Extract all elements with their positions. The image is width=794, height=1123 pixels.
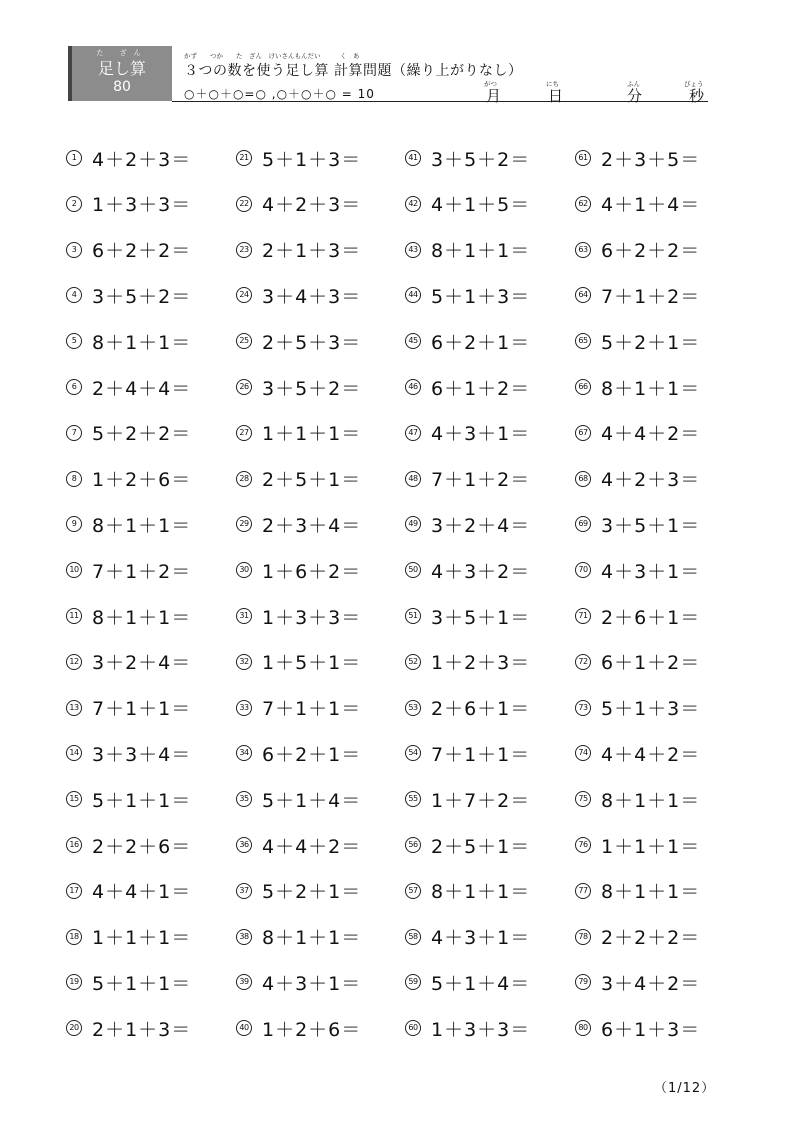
problem-number: 30: [236, 562, 252, 578]
problem-number: 25: [236, 333, 252, 349]
second-label: 秒: [689, 87, 705, 105]
problem-expression: 4＋3＋1＝: [262, 972, 362, 995]
problem-item: [575, 376, 700, 398]
problem-item: [405, 147, 530, 169]
problem-expression: 6＋1＋3＝: [601, 1018, 701, 1041]
problem-expression: 4＋3＋1＝: [601, 560, 701, 583]
problem-expression: 3＋4＋3＝: [262, 285, 362, 308]
problem-item: [575, 422, 700, 444]
problem-number: 16: [66, 837, 82, 853]
problem-number: 29: [236, 516, 252, 532]
page-number: （1/12）: [654, 1081, 716, 1096]
problem-expression: 4＋4＋1＝: [92, 881, 192, 904]
problem-item: [66, 468, 191, 490]
problem-number: 79: [575, 974, 591, 990]
problem-number: 45: [405, 333, 421, 349]
problem-expression: 5＋1＋3＝: [262, 148, 362, 171]
problem-expression: 3＋5＋1＝: [431, 606, 531, 629]
day-ruby: にち: [546, 80, 559, 88]
problem-expression: 1＋1＋1＝: [262, 423, 362, 446]
problem-number: 75: [575, 791, 591, 807]
problem-expression: 5＋2＋1＝: [262, 881, 362, 904]
problem-number: 58: [405, 929, 421, 945]
problem-expression: 3＋5＋2＝: [262, 377, 362, 400]
problem-item: [236, 742, 361, 764]
problem-expression: 4＋1＋4＝: [601, 194, 701, 217]
problem-item: [236, 193, 361, 215]
problem-item: [575, 880, 700, 902]
problem-expression: 6＋2＋2＝: [92, 240, 192, 263]
problem-expression: 5＋1＋1＝: [92, 972, 192, 995]
problem-item: [66, 651, 191, 673]
problem-item: [575, 788, 700, 810]
problem-number: 3: [66, 242, 82, 258]
problem-item: [66, 284, 191, 306]
problem-number: 33: [236, 700, 252, 716]
problem-expression: 8＋1＋1＝: [92, 606, 192, 629]
problem-item: [236, 513, 361, 535]
problem-number: 41: [405, 150, 421, 166]
problem-expression: 4＋2＋3＝: [92, 148, 192, 171]
problem-number: 64: [575, 287, 591, 303]
problem-number: 50: [405, 562, 421, 578]
problem-expression: 4＋4＋2＝: [601, 423, 701, 446]
problem-item: [236, 1017, 361, 1039]
problem-item: [236, 605, 361, 627]
problem-expression: 6＋2＋1＝: [431, 331, 531, 354]
problem-item: [236, 147, 361, 169]
problem-expression: 1＋3＋3＝: [262, 606, 362, 629]
problem-number: 19: [66, 974, 82, 990]
problem-number: 72: [575, 654, 591, 670]
problem-number: 10: [66, 562, 82, 578]
problem-expression: 6＋2＋1＝: [262, 743, 362, 766]
problem-expression: 1＋3＋3＝: [431, 1018, 531, 1041]
problem-number: 34: [236, 745, 252, 761]
problem-item: [575, 330, 700, 352]
problem-item: [66, 605, 191, 627]
problem-item: [66, 788, 191, 810]
month-ruby: がつ: [484, 80, 497, 88]
problem-item: [236, 559, 361, 581]
problem-expression: 3＋2＋4＝: [431, 514, 531, 537]
problem-item: [405, 422, 530, 444]
problem-item: [405, 468, 530, 490]
problem-item: [405, 971, 530, 993]
problem-expression: 3＋2＋4＝: [92, 652, 192, 675]
problem-number: 66: [575, 379, 591, 395]
problem-expression: 2＋6＋1＝: [601, 606, 701, 629]
problem-expression: 1＋5＋1＝: [262, 652, 362, 675]
problem-expression: 2＋1＋3＝: [92, 1018, 192, 1041]
problem-number: 51: [405, 608, 421, 624]
problem-number: 14: [66, 745, 82, 761]
problem-expression: 2＋1＋3＝: [262, 240, 362, 263]
problem-expression: 8＋1＋1＝: [431, 881, 531, 904]
problem-number: 4: [66, 287, 82, 303]
problem-item: [236, 422, 361, 444]
problem-number: 42: [405, 196, 421, 212]
problem-number: 57: [405, 883, 421, 899]
problem-number: 18: [66, 929, 82, 945]
second-ruby: びょう: [684, 80, 704, 88]
problem-number: 23: [236, 242, 252, 258]
problem-expression: 2＋6＋1＝: [431, 698, 531, 721]
problem-item: [575, 742, 700, 764]
problem-expression: 2＋2＋6＝: [92, 835, 192, 858]
problem-item: [575, 926, 700, 948]
problem-item: [575, 468, 700, 490]
problem-expression: 5＋1＋4＝: [431, 972, 531, 995]
problem-item: [405, 513, 530, 535]
problem-number: 80: [575, 1020, 591, 1036]
problem-item: [66, 193, 191, 215]
problem-number: 1: [66, 150, 82, 166]
problem-number: 60: [405, 1020, 421, 1036]
problem-expression: 7＋1＋2＝: [431, 469, 531, 492]
problem-number: 39: [236, 974, 252, 990]
problem-expression: 4＋4＋2＝: [601, 743, 701, 766]
problem-item: [66, 697, 191, 719]
problem-item: [236, 971, 361, 993]
problem-number: 8: [66, 471, 82, 487]
problem-item: [405, 239, 530, 261]
problem-item: [66, 880, 191, 902]
problem-number: 40: [236, 1020, 252, 1036]
problem-number: 74: [575, 745, 591, 761]
problem-expression: 7＋1＋2＝: [601, 285, 701, 308]
problem-item: [66, 147, 191, 169]
problem-expression: 5＋1＋3＝: [601, 698, 701, 721]
problem-number: 73: [575, 700, 591, 716]
problem-number: 77: [575, 883, 591, 899]
problem-expression: 2＋5＋1＝: [262, 469, 362, 492]
problem-item: [405, 788, 530, 810]
problem-item: [236, 697, 361, 719]
problem-number: 52: [405, 654, 421, 670]
problem-number: 22: [236, 196, 252, 212]
problem-expression: 4＋2＋3＝: [262, 194, 362, 217]
problem-item: [405, 651, 530, 673]
problem-expression: 2＋4＋4＝: [92, 377, 192, 400]
page-subtitle: ○＋○＋○=○ ,○＋○＋○ = 10: [184, 87, 375, 101]
problem-expression: 7＋1＋1＝: [92, 698, 192, 721]
problem-expression: 1＋3＋3＝: [92, 194, 192, 217]
problem-number: 9: [66, 516, 82, 532]
badge-ruby: た ざん: [96, 49, 148, 57]
problem-item: [236, 926, 361, 948]
problem-number: 47: [405, 425, 421, 441]
problem-item: [405, 697, 530, 719]
problem-number: 65: [575, 333, 591, 349]
problem-expression: 5＋1＋1＝: [92, 789, 192, 812]
problem-item: [575, 239, 700, 261]
problem-expression: 1＋2＋3＝: [431, 652, 531, 675]
problem-number: 7: [66, 425, 82, 441]
problem-item: [66, 971, 191, 993]
problem-number: 28: [236, 471, 252, 487]
problem-number: 24: [236, 287, 252, 303]
problem-expression: 8＋1＋1＝: [431, 240, 531, 263]
problem-item: [66, 834, 191, 856]
problem-item: [236, 330, 361, 352]
problem-item: [575, 147, 700, 169]
problem-number: 17: [66, 883, 82, 899]
problem-number: 59: [405, 974, 421, 990]
problem-expression: 8＋1＋1＝: [262, 927, 362, 950]
problem-number: 54: [405, 745, 421, 761]
problem-expression: 1＋7＋2＝: [431, 789, 531, 812]
problem-expression: 1＋1＋1＝: [92, 927, 192, 950]
problem-item: [575, 834, 700, 856]
problem-expression: 2＋3＋5＝: [601, 148, 701, 171]
problem-number: 35: [236, 791, 252, 807]
problem-number: 68: [575, 471, 591, 487]
problem-item: [405, 330, 530, 352]
problem-item: [575, 651, 700, 673]
problem-number: 13: [66, 700, 82, 716]
problem-expression: 5＋1＋4＝: [262, 789, 362, 812]
problem-number: 26: [236, 379, 252, 395]
problem-expression: 4＋3＋1＝: [431, 423, 531, 446]
problem-item: [405, 605, 530, 627]
problem-number: 11: [66, 608, 82, 624]
problem-number: 76: [575, 837, 591, 853]
problem-expression: 4＋1＋5＝: [431, 194, 531, 217]
problem-number: 48: [405, 471, 421, 487]
problem-number: 2: [66, 196, 82, 212]
problem-item: [66, 742, 191, 764]
problem-item: [66, 559, 191, 581]
problem-item: [405, 193, 530, 215]
problem-number: 5: [66, 333, 82, 349]
problem-expression: 4＋3＋1＝: [431, 927, 531, 950]
problem-item: [66, 239, 191, 261]
problem-expression: 2＋5＋3＝: [262, 331, 362, 354]
problem-expression: 7＋1＋1＝: [431, 743, 531, 766]
problem-expression: 8＋1＋1＝: [601, 789, 701, 812]
problem-item: [575, 513, 700, 535]
problem-number: 27: [236, 425, 252, 441]
problem-item: [575, 193, 700, 215]
problem-number: 55: [405, 791, 421, 807]
problem-item: [575, 1017, 700, 1039]
problem-expression: 8＋1＋1＝: [92, 331, 192, 354]
title-ruby: かず つか た ざん けいさんもんだい く あ: [184, 52, 360, 60]
problem-item: [66, 926, 191, 948]
problem-item: [575, 697, 700, 719]
problem-number: 69: [575, 516, 591, 532]
problem-item: [405, 742, 530, 764]
problem-item: [575, 559, 700, 581]
page-title: ３つの数を使う足し算 計算問題（繰り上がりなし）: [184, 63, 523, 79]
badge-title: 足し算: [97, 59, 146, 78]
problem-expression: 3＋3＋4＝: [92, 743, 192, 766]
problem-expression: 2＋3＋4＝: [262, 514, 362, 537]
problem-expression: 4＋3＋2＝: [431, 560, 531, 583]
problem-number: 15: [66, 791, 82, 807]
problem-number: 62: [575, 196, 591, 212]
problem-number: 67: [575, 425, 591, 441]
problem-number: 21: [236, 150, 252, 166]
day-label: 日: [548, 87, 564, 105]
problem-number: 53: [405, 700, 421, 716]
problem-item: [236, 284, 361, 306]
minute-ruby: ふん: [627, 80, 640, 88]
problem-number: 38: [236, 929, 252, 945]
problem-item: [405, 284, 530, 306]
problem-item: [236, 880, 361, 902]
problem-expression: 1＋6＋2＝: [262, 560, 362, 583]
problem-expression: 8＋1＋1＝: [601, 377, 701, 400]
problem-number: 31: [236, 608, 252, 624]
problem-expression: 5＋2＋2＝: [92, 423, 192, 446]
problem-number: 70: [575, 562, 591, 578]
problem-number: 20: [66, 1020, 82, 1036]
problem-item: [405, 926, 530, 948]
problem-item: [405, 834, 530, 856]
problem-expression: 8＋1＋1＝: [92, 514, 192, 537]
problem-number: 78: [575, 929, 591, 945]
problem-item: [575, 284, 700, 306]
problem-expression: 1＋1＋1＝: [601, 835, 701, 858]
problem-item: [236, 834, 361, 856]
problem-number: 37: [236, 883, 252, 899]
problem-expression: 7＋1＋2＝: [92, 560, 192, 583]
problem-number: 71: [575, 608, 591, 624]
problem-number: 32: [236, 654, 252, 670]
problem-item: [66, 422, 191, 444]
problem-item: [405, 880, 530, 902]
problem-expression: 2＋5＋1＝: [431, 835, 531, 858]
problem-item: [236, 239, 361, 261]
problem-item: [405, 376, 530, 398]
problem-item: [575, 605, 700, 627]
problem-number: 61: [575, 150, 591, 166]
worksheet-badge: [68, 46, 172, 101]
problem-expression: 6＋1＋2＝: [431, 377, 531, 400]
problem-item: [66, 513, 191, 535]
problem-expression: 5＋2＋1＝: [601, 331, 701, 354]
problem-expression: 4＋2＋3＝: [601, 469, 701, 492]
problem-item: [66, 376, 191, 398]
problem-number: 49: [405, 516, 421, 532]
problem-item: [66, 330, 191, 352]
month-label: 月: [486, 87, 502, 105]
problem-number: 6: [66, 379, 82, 395]
minute-label: 分: [627, 87, 643, 105]
problem-item: [236, 376, 361, 398]
problem-number: 44: [405, 287, 421, 303]
problem-number: 56: [405, 837, 421, 853]
problem-number: 43: [405, 242, 421, 258]
problem-item: [66, 1017, 191, 1039]
problem-expression: 6＋2＋2＝: [601, 240, 701, 263]
problem-number: 46: [405, 379, 421, 395]
problem-expression: 3＋5＋1＝: [601, 514, 701, 537]
problem-expression: 1＋2＋6＝: [262, 1018, 362, 1041]
problem-expression: 6＋1＋2＝: [601, 652, 701, 675]
problem-expression: 3＋5＋2＝: [431, 148, 531, 171]
problem-expression: 3＋4＋2＝: [601, 972, 701, 995]
problem-expression: 5＋1＋3＝: [431, 285, 531, 308]
problem-item: [405, 1017, 530, 1039]
problem-number: 63: [575, 242, 591, 258]
problem-item: [575, 971, 700, 993]
problem-item: [405, 559, 530, 581]
problem-expression: 4＋4＋2＝: [262, 835, 362, 858]
problem-number: 36: [236, 837, 252, 853]
problem-item: [236, 468, 361, 490]
problem-expression: 3＋5＋2＝: [92, 285, 192, 308]
problem-item: [236, 788, 361, 810]
problem-expression: 2＋2＋2＝: [601, 927, 701, 950]
problem-item: [236, 651, 361, 673]
problem-expression: 1＋2＋6＝: [92, 469, 192, 492]
problem-expression: 8＋1＋1＝: [601, 881, 701, 904]
problem-number: 12: [66, 654, 82, 670]
problem-expression: 7＋1＋1＝: [262, 698, 362, 721]
badge-number: 80: [113, 79, 131, 95]
